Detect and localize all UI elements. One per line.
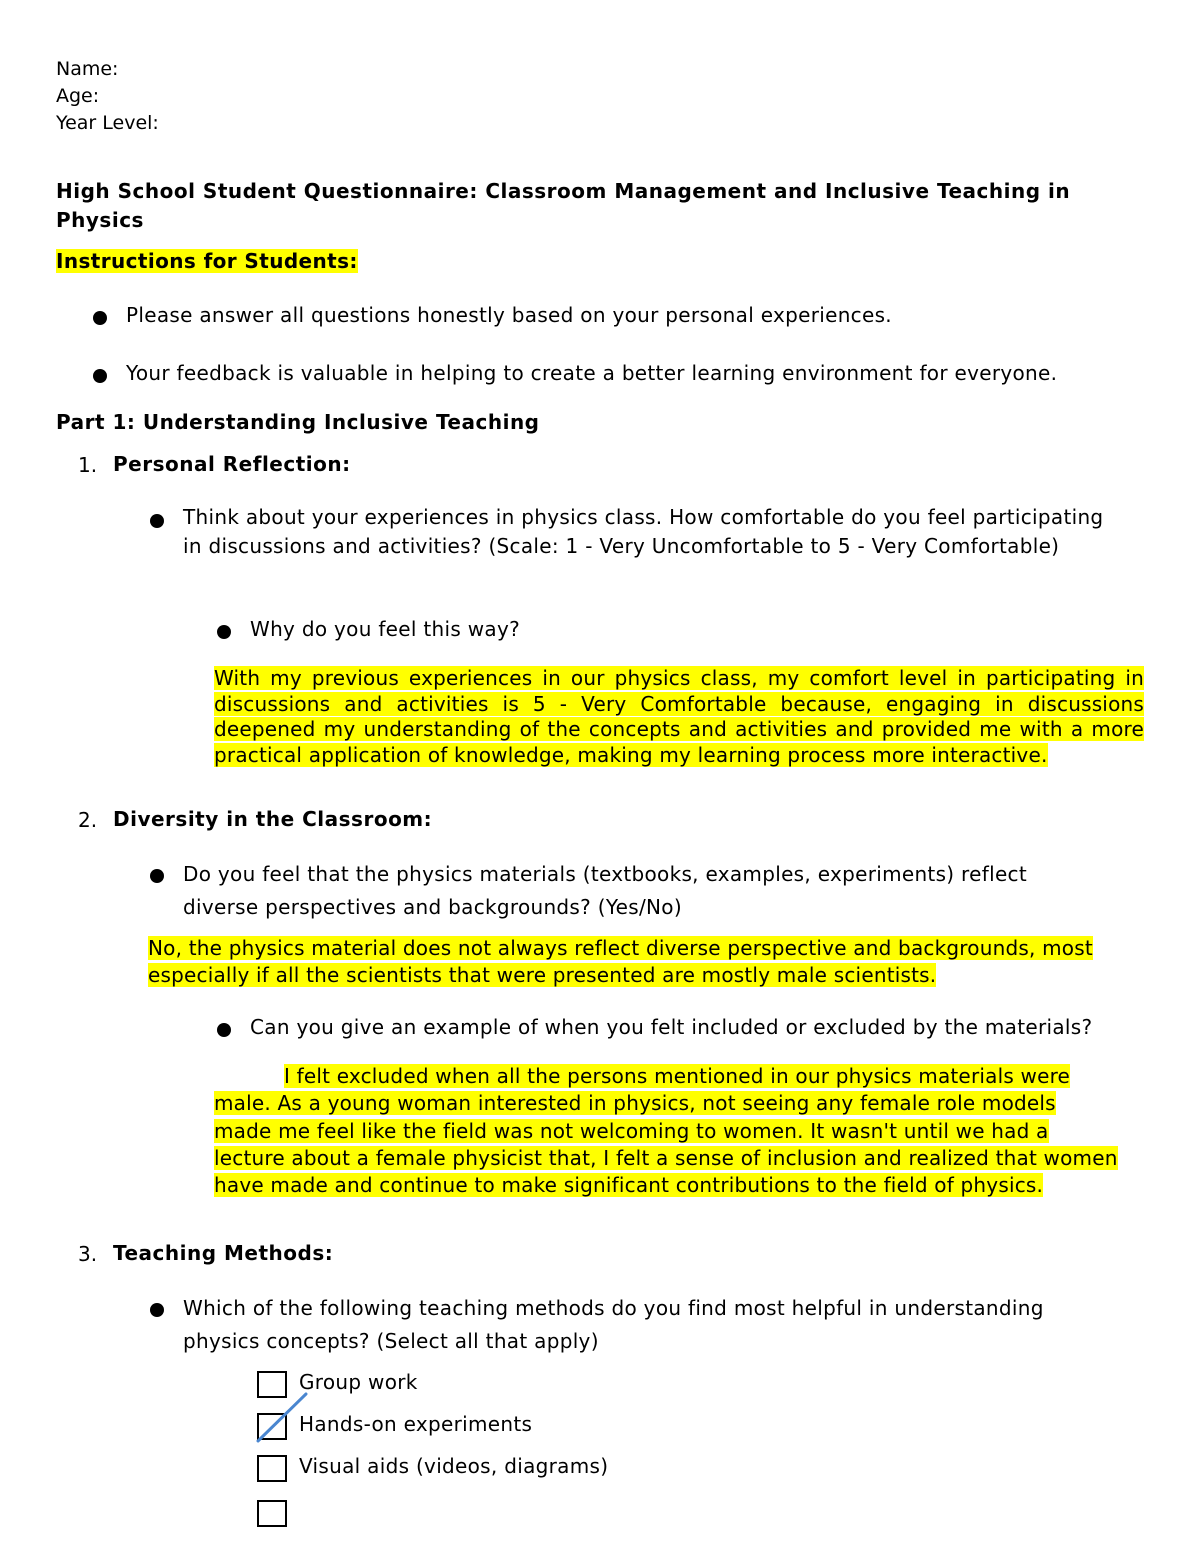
bullet-icon [150, 514, 164, 528]
option-label-visual-aids: Visual aids (videos, diagrams) [299, 1454, 609, 1478]
option-label-group-work: Group work [299, 1370, 418, 1394]
question-number: 3. [78, 1242, 98, 1266]
instruction-item: Your feedback is valuable in helping to create a better learning environment for everyone. [126, 361, 1058, 385]
part-1-heading: Part 1: Understanding Inclusive Teaching [56, 410, 540, 434]
question-number: 2. [78, 808, 98, 832]
year-level-label: Year Level: [56, 112, 159, 134]
document-title: High School Student Questionnaire: Classroom Management and Inclusive Teaching in Physics [56, 179, 1071, 232]
instruction-item: Please answer all questions honestly based on your personal experiences. [126, 303, 892, 327]
question-2-answer-text: No, the physics material does not always reflect diverse perspective and backgrounds, most especially if all the scientists that were presented are mostly male scientists. [148, 936, 1093, 987]
age-label: Age: [56, 85, 100, 107]
question-2-title: Diversity in the Classroom: [113, 807, 433, 831]
question-1-text: Think about your experiences in physics class. How comfortable do you feel participating in discussions and activities? (Scale: 1 - Very Uncomfortable to 5 - Very Comfortable) [183, 505, 1104, 558]
question-2-subquestion: Can you give an example of when you felt included or excluded by the materials? [250, 1015, 1093, 1039]
question-2-sub-answer [214, 1063, 1119, 1199]
question-3-title: Teaching Methods: [113, 1241, 334, 1265]
question-3-text: Which of the following teaching methods do you find most helpful in understanding physics concepts? (Select all that apply) [183, 1296, 1044, 1353]
question-1-subquestion: Why do you feel this way? [250, 617, 521, 641]
instructions-heading [56, 249, 358, 273]
option-checkbox-visual-aids[interactable] [257, 1455, 287, 1482]
instructions-heading-text: Instructions for Students: [56, 249, 358, 273]
question-2-sub-answer-text: I felt excluded when all the persons mentioned in our physics materials were male. As a young woman interested in physics, not seeing any female role models made me feel like the field was not welcoming to women. It wasn't until we had a lecture about a female physicist that, I felt a sense of inclusion and realized that women have made and continue to make significant contributions to the field of physics. [214, 1064, 1118, 1198]
question-number: 1. [78, 453, 98, 477]
question-2-answer [148, 935, 1108, 989]
bullet-icon [93, 369, 107, 383]
question-1-answer [214, 666, 1144, 768]
option-label-hands-on-experiments: Hands-on experiments [299, 1412, 533, 1436]
bullet-icon [150, 1303, 164, 1317]
question-1-title: Personal Reflection: [113, 452, 351, 476]
question-1-answer-text: With my previous experiences in our physics class, my comfort level in participating in discussions and activities is 5 - Very Comfortable because, engaging in discussions deepened my understanding of the concepts and activities and provided me with a more practical application of knowledge, making my learning process more interactive. [214, 666, 1144, 767]
question-2-text: Do you feel that the physics materials (textbooks, examples, experiments) reflect diverse perspectives and backgrounds? (Yes/No) [183, 862, 1027, 919]
bullet-icon [217, 625, 231, 639]
option-checkbox-empty[interactable] [257, 1500, 287, 1527]
bullet-icon [93, 311, 107, 325]
bullet-icon [217, 1023, 231, 1037]
bullet-icon [150, 869, 164, 883]
name-label: Name: [56, 58, 119, 80]
